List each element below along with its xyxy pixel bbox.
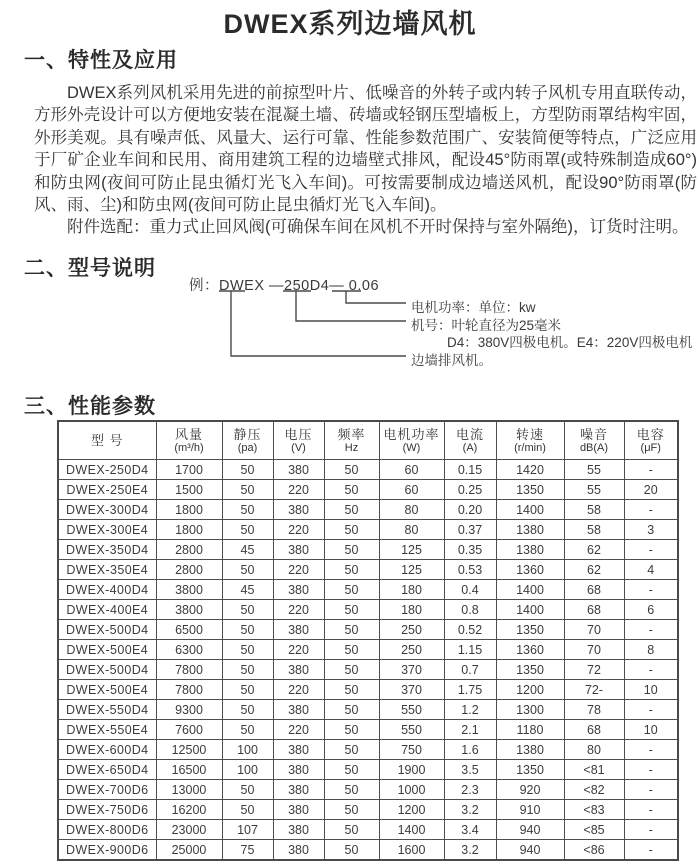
table-row <box>58 680 678 700</box>
value-cell: 50 <box>222 480 273 500</box>
value-cell: <86 <box>564 840 624 861</box>
table-header-row <box>58 421 678 460</box>
value-cell: 1400 <box>379 820 444 840</box>
value-cell: 10 <box>624 720 678 740</box>
column-header: 频率 Hz <box>324 421 379 460</box>
table-row <box>58 820 678 840</box>
value-cell: 3.2 <box>444 800 496 820</box>
value-cell: 80 <box>379 520 444 540</box>
value-cell: 50 <box>324 720 379 740</box>
column-header: 电机功率 (W) <box>379 421 444 460</box>
value-cell: 1.6 <box>444 740 496 760</box>
table-row <box>58 740 678 760</box>
table-row <box>58 720 678 740</box>
value-cell: 6 <box>624 600 678 620</box>
section-heading-model: 二、型号说明 <box>24 257 156 280</box>
table-row <box>58 800 678 820</box>
value-cell: 70 <box>564 640 624 660</box>
value-cell: 380 <box>273 500 324 520</box>
table-row <box>58 700 678 720</box>
value-cell: 50 <box>222 700 273 720</box>
value-cell: 60 <box>379 460 444 480</box>
value-cell: 13000 <box>156 780 222 800</box>
value-cell: 550 <box>379 700 444 720</box>
value-cell: 370 <box>379 680 444 700</box>
value-cell: 55 <box>564 480 624 500</box>
value-cell: 0.52 <box>444 620 496 640</box>
value-cell: - <box>624 740 678 760</box>
value-cell: 1800 <box>156 500 222 520</box>
value-cell: 0.20 <box>444 500 496 520</box>
value-cell: 380 <box>273 780 324 800</box>
value-cell: 6500 <box>156 620 222 640</box>
value-cell: <82 <box>564 780 624 800</box>
value-cell: 1400 <box>496 580 564 600</box>
value-cell: 50 <box>324 520 379 540</box>
value-cell: 2800 <box>156 560 222 580</box>
model-cell: DWEX-700D6 <box>58 780 156 800</box>
column-header: 电压 (V) <box>273 421 324 460</box>
table-row <box>58 480 678 500</box>
value-cell: 220 <box>273 600 324 620</box>
value-cell: 0.35 <box>444 540 496 560</box>
model-cell: DWEX-500E4 <box>58 640 156 660</box>
value-cell: 62 <box>564 540 624 560</box>
value-cell: 1380 <box>496 740 564 760</box>
model-cell: DWEX-550E4 <box>58 720 156 740</box>
features-paragraph-1: DWEX系列风机采用先进的前掠型叶片、低噪音的外转子或内转子风机专用直联传动，方形外壳设计可以方便地安装在混凝土墙、砖墙或轻钢压型墙板上，方型防雨罩结构牢固，外形美观。具有噪声低、风量大、运行可靠、性能参数范围广、安装简便等特点，广泛应用于厂矿企业车间和民用、商用建筑工程的边墙壁式排风，配设45°防雨罩(或特殊制造成60°)和防虫网(夜间可防止昆虫循灯光飞入车间)。可按需要制成边墙送风机，配设90°防雨罩(防风、雨、尘)和防虫网(夜间可防止昆虫循灯光飞入车间)。 <box>34 84 697 215</box>
column-header: 电流 (A) <box>444 421 496 460</box>
value-cell: - <box>624 540 678 560</box>
value-cell: 1180 <box>496 720 564 740</box>
value-cell: 50 <box>324 700 379 720</box>
value-cell: 250 <box>379 620 444 640</box>
value-cell: - <box>624 620 678 640</box>
value-cell: 75 <box>222 840 273 861</box>
value-cell: 1400 <box>496 600 564 620</box>
value-cell: 50 <box>324 760 379 780</box>
value-cell: 68 <box>564 720 624 740</box>
value-cell: 380 <box>273 660 324 680</box>
model-cell: DWEX-350D4 <box>58 540 156 560</box>
table-row <box>58 620 678 640</box>
value-cell: 6300 <box>156 640 222 660</box>
value-cell: <81 <box>564 760 624 780</box>
model-cell: DWEX-400D4 <box>58 580 156 600</box>
value-cell: 220 <box>273 680 324 700</box>
value-cell: 940 <box>496 820 564 840</box>
value-cell: - <box>624 820 678 840</box>
value-cell: 0.4 <box>444 580 496 600</box>
column-header: 转速 (r/min) <box>496 421 564 460</box>
value-cell: 8 <box>624 640 678 660</box>
value-cell: 1400 <box>496 500 564 520</box>
value-cell: 50 <box>222 500 273 520</box>
value-cell: 380 <box>273 460 324 480</box>
value-cell: 910 <box>496 800 564 820</box>
value-cell: 1500 <box>156 480 222 500</box>
column-header: 电容 (μF) <box>624 421 678 460</box>
table-row <box>58 660 678 680</box>
value-cell: - <box>624 460 678 480</box>
value-cell: 380 <box>273 700 324 720</box>
value-cell: 380 <box>273 620 324 640</box>
value-cell: 380 <box>273 580 324 600</box>
value-cell: 72- <box>564 680 624 700</box>
value-cell: 60 <box>379 480 444 500</box>
table-row <box>58 560 678 580</box>
value-cell: 50 <box>222 780 273 800</box>
value-cell: 50 <box>222 460 273 480</box>
table-row <box>58 600 678 620</box>
value-cell: 1350 <box>496 760 564 780</box>
table-row <box>58 580 678 600</box>
value-cell: 50 <box>324 500 379 520</box>
model-cell: DWEX-350E4 <box>58 560 156 580</box>
value-cell: 20 <box>624 480 678 500</box>
value-cell: 50 <box>222 520 273 540</box>
value-cell: 0.37 <box>444 520 496 540</box>
table-row <box>58 460 678 480</box>
page-title: DWEX系列边墙风机 <box>223 9 477 39</box>
value-cell: 16500 <box>156 760 222 780</box>
value-cell: 0.8 <box>444 600 496 620</box>
value-cell: 1380 <box>496 540 564 560</box>
value-cell: 3 <box>624 520 678 540</box>
value-cell: 2.1 <box>444 720 496 740</box>
model-cell: DWEX-900D6 <box>58 840 156 861</box>
value-cell: 7800 <box>156 660 222 680</box>
table-row <box>58 840 678 861</box>
value-cell: - <box>624 500 678 520</box>
value-cell: 2800 <box>156 540 222 560</box>
model-cell: DWEX-300E4 <box>58 520 156 540</box>
value-cell: 45 <box>222 540 273 560</box>
value-cell: 50 <box>222 600 273 620</box>
model-cell: DWEX-550D4 <box>58 700 156 720</box>
value-cell: 55 <box>564 460 624 480</box>
value-cell: 50 <box>324 620 379 640</box>
value-cell: 1420 <box>496 460 564 480</box>
features-paragraphs <box>34 82 697 239</box>
value-cell: - <box>624 840 678 861</box>
value-cell: 58 <box>564 500 624 520</box>
table-row <box>58 780 678 800</box>
value-cell: 23000 <box>156 820 222 840</box>
value-cell: 80 <box>564 740 624 760</box>
value-cell: 50 <box>324 740 379 760</box>
model-cell: DWEX-500E4 <box>58 680 156 700</box>
column-header: 噪音 dB(A) <box>564 421 624 460</box>
section-heading-features: 一、特性及应用 <box>24 49 178 72</box>
features-paragraph-2: 附件选配：重力式止回风阀(可确保车间在风机不开时保持与室外隔绝)，订货时注明。 <box>67 218 689 237</box>
model-cell: DWEX-500D4 <box>58 660 156 680</box>
value-cell: 0.15 <box>444 460 496 480</box>
value-cell: 45 <box>222 580 273 600</box>
value-cell: 50 <box>222 680 273 700</box>
value-cell: 16200 <box>156 800 222 820</box>
table-row <box>58 640 678 660</box>
value-cell: 1200 <box>379 800 444 820</box>
value-cell: 107 <box>222 820 273 840</box>
model-code-diagram <box>0 270 700 388</box>
value-cell: 3.5 <box>444 760 496 780</box>
value-cell: 220 <box>273 520 324 540</box>
value-cell: 50 <box>222 720 273 740</box>
value-cell: 1200 <box>496 680 564 700</box>
model-cell: DWEX-800D6 <box>58 820 156 840</box>
value-cell: 7800 <box>156 680 222 700</box>
value-cell: 25000 <box>156 840 222 861</box>
value-cell: 10 <box>624 680 678 700</box>
value-cell: 50 <box>222 800 273 820</box>
value-cell: 50 <box>222 560 273 580</box>
value-cell: 58 <box>564 520 624 540</box>
model-cell: DWEX-400E4 <box>58 600 156 620</box>
value-cell: 1350 <box>496 660 564 680</box>
column-header: 静压 (pa) <box>222 421 273 460</box>
performance-table-body <box>58 460 678 861</box>
performance-table <box>57 420 679 861</box>
value-cell: 78 <box>564 700 624 720</box>
value-cell: 50 <box>222 620 273 640</box>
value-cell: 72 <box>564 660 624 680</box>
value-cell: 50 <box>324 480 379 500</box>
value-cell: 50 <box>324 820 379 840</box>
value-cell: 380 <box>273 740 324 760</box>
column-header: 型 号 <box>58 421 156 460</box>
value-cell: 50 <box>324 780 379 800</box>
value-cell: 62 <box>564 560 624 580</box>
column-header: 风量 (m³/h) <box>156 421 222 460</box>
value-cell: 1350 <box>496 480 564 500</box>
value-cell: - <box>624 800 678 820</box>
value-cell: 7600 <box>156 720 222 740</box>
value-cell: 1600 <box>379 840 444 861</box>
value-cell: 100 <box>222 760 273 780</box>
value-cell: 50 <box>324 580 379 600</box>
value-cell: 3.4 <box>444 820 496 840</box>
value-cell: 50 <box>324 540 379 560</box>
value-cell: - <box>624 580 678 600</box>
value-cell: 0.53 <box>444 560 496 580</box>
value-cell: 70 <box>564 620 624 640</box>
value-cell: 50 <box>324 560 379 580</box>
table-row <box>58 500 678 520</box>
value-cell: 2.3 <box>444 780 496 800</box>
value-cell: - <box>624 780 678 800</box>
value-cell: <83 <box>564 800 624 820</box>
value-cell: - <box>624 760 678 780</box>
value-cell: 380 <box>273 800 324 820</box>
value-cell: 50 <box>324 460 379 480</box>
model-label-motor-type: D4：380V四极电机。E4：220V四极电机 <box>447 335 693 350</box>
value-cell: 1.2 <box>444 700 496 720</box>
value-cell: 550 <box>379 720 444 740</box>
value-cell: 180 <box>379 580 444 600</box>
section-heading-performance: 三、性能参数 <box>24 395 156 418</box>
model-label-size: 机号：叶轮直径为25毫米 <box>411 318 562 333</box>
value-cell: 1350 <box>496 620 564 640</box>
value-cell: 68 <box>564 600 624 620</box>
value-cell: 50 <box>222 640 273 660</box>
value-cell: 50 <box>324 640 379 660</box>
value-cell: 1700 <box>156 460 222 480</box>
value-cell: 50 <box>324 660 379 680</box>
model-cell: DWEX-300D4 <box>58 500 156 520</box>
model-label-fan-type: 边墙排风机。 <box>411 353 492 368</box>
value-cell: - <box>624 660 678 680</box>
value-cell: 1.75 <box>444 680 496 700</box>
value-cell: 0.7 <box>444 660 496 680</box>
value-cell: 380 <box>273 820 324 840</box>
value-cell: 12500 <box>156 740 222 760</box>
value-cell: 50 <box>324 800 379 820</box>
value-cell: 1900 <box>379 760 444 780</box>
value-cell: 0.25 <box>444 480 496 500</box>
table-row <box>58 540 678 560</box>
value-cell: 9300 <box>156 700 222 720</box>
model-cell: DWEX-750D6 <box>58 800 156 820</box>
value-cell: 3800 <box>156 600 222 620</box>
value-cell: 1300 <box>496 700 564 720</box>
value-cell: 125 <box>379 540 444 560</box>
model-label-power: 电机功率：单位：kw <box>411 300 536 315</box>
value-cell: 180 <box>379 600 444 620</box>
value-cell: 220 <box>273 560 324 580</box>
value-cell: 1380 <box>496 520 564 540</box>
value-cell: 1360 <box>496 560 564 580</box>
model-code-example: 例：DWEX —250D4— 0.06 <box>189 278 380 294</box>
value-cell: 220 <box>273 640 324 660</box>
value-cell: 3800 <box>156 580 222 600</box>
value-cell: 1000 <box>379 780 444 800</box>
value-cell: 50 <box>324 680 379 700</box>
value-cell: 370 <box>379 660 444 680</box>
model-cell: DWEX-500D4 <box>58 620 156 640</box>
table-row <box>58 520 678 540</box>
value-cell: 940 <box>496 840 564 861</box>
value-cell: 80 <box>379 500 444 520</box>
value-cell: - <box>624 700 678 720</box>
value-cell: 380 <box>273 540 324 560</box>
model-cell: DWEX-600D4 <box>58 740 156 760</box>
value-cell: 750 <box>379 740 444 760</box>
value-cell: 250 <box>379 640 444 660</box>
value-cell: 3.2 <box>444 840 496 861</box>
value-cell: 4 <box>624 560 678 580</box>
value-cell: 100 <box>222 740 273 760</box>
value-cell: 125 <box>379 560 444 580</box>
model-cell: DWEX-250D4 <box>58 460 156 480</box>
value-cell: 220 <box>273 720 324 740</box>
value-cell: 1800 <box>156 520 222 540</box>
value-cell: 68 <box>564 580 624 600</box>
value-cell: 380 <box>273 760 324 780</box>
table-row <box>58 760 678 780</box>
value-cell: 50 <box>324 840 379 861</box>
model-cell: DWEX-650D4 <box>58 760 156 780</box>
value-cell: 920 <box>496 780 564 800</box>
value-cell: 380 <box>273 840 324 861</box>
model-cell: DWEX-250E4 <box>58 480 156 500</box>
value-cell: 50 <box>222 660 273 680</box>
value-cell: <85 <box>564 820 624 840</box>
value-cell: 1360 <box>496 640 564 660</box>
value-cell: 50 <box>324 600 379 620</box>
value-cell: 1.15 <box>444 640 496 660</box>
value-cell: 220 <box>273 480 324 500</box>
